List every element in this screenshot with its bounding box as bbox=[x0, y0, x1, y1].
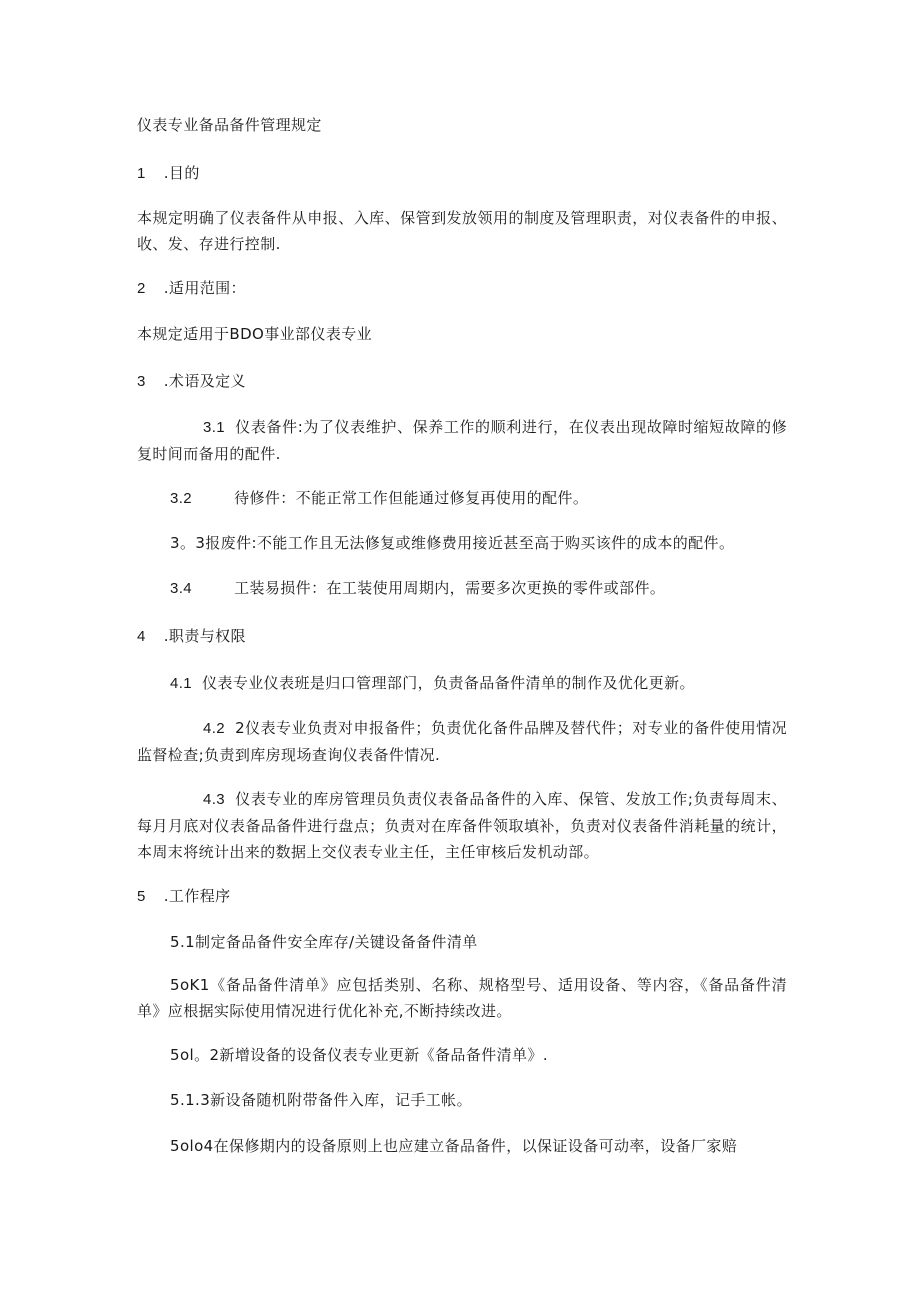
item-text: 工装易损件：在工装使用周期内，需要多次更换的零件或部件。 bbox=[234, 579, 666, 597]
item-text: 3。3报废件:不能工作且无法修复或维修费用接近甚至高于购买该件的成本的配件。 bbox=[170, 534, 735, 552]
item-number: 3.2 bbox=[170, 490, 193, 507]
item-text: 5olo4在保修期内的设备原则上也应建立备品备件，以保证设备可动率，设备厂家赔 bbox=[170, 1137, 738, 1155]
scope-paragraph bbox=[137, 321, 787, 347]
section-heading-text: .目的 bbox=[163, 164, 200, 182]
item-text: 仪表专业的库房管理员负责仪表备品备件的入库、保管、发放工作;负责每周末、每月月底对仪表备品备件进行盘点；负责对在库备件领取填补，负责对仪表备件消耗量的统计，本周末将统计出来的数据上交仪表专业主任，主任审核后发机动部。 bbox=[137, 790, 787, 861]
responsibility-4-2 bbox=[137, 715, 787, 768]
procedure-5-1-2 bbox=[170, 1042, 787, 1068]
section-5-heading bbox=[137, 883, 787, 910]
purpose-paragraph bbox=[137, 205, 787, 257]
section-heading-text: .术语及定义 bbox=[163, 372, 246, 390]
section-number: 2 bbox=[137, 280, 146, 297]
definition-3-3 bbox=[170, 530, 787, 556]
document-title bbox=[137, 112, 787, 138]
item-text: 5oK1《备品备件清单》应包括类别、名称、规格型号、适用设备、等内容，《备品备件清单》应根据实际使用情况进行优化补充,不断持续改进。 bbox=[137, 976, 787, 1020]
section-number: 1 bbox=[137, 165, 146, 182]
item-number: 3.1 bbox=[203, 419, 226, 436]
item-text: 仪表专业仪表班是归口管理部门，负责备品备件清单的制作及优化更新。 bbox=[202, 674, 695, 692]
paragraph-text: 本规定适用于BDO事业部仪表专业 bbox=[137, 325, 373, 343]
section-heading-text: .工作程序 bbox=[163, 887, 231, 905]
section-2-heading bbox=[137, 275, 787, 302]
section-number: 4 bbox=[137, 628, 146, 645]
procedure-5-1-3 bbox=[170, 1087, 787, 1113]
title-text: 仪表专业备品备件管理规定 bbox=[137, 116, 322, 134]
section-4-heading bbox=[137, 623, 787, 650]
section-heading-text: .适用范围： bbox=[163, 279, 246, 297]
item-number: 3.4 bbox=[170, 580, 193, 597]
responsibility-4-1 bbox=[170, 670, 787, 697]
item-number: 4.1 bbox=[170, 675, 193, 692]
item-text: 5ol。2新增设备的设备仪表专业更新《备品备件清单》. bbox=[170, 1046, 549, 1064]
definition-3-1 bbox=[137, 414, 787, 467]
item-text: 仪表备件:为了仪表维护、保养工作的顺利进行，在仪表出现故障时缩短故障的修复时间而备用的配件. bbox=[137, 418, 787, 463]
procedure-5-1 bbox=[170, 929, 787, 955]
item-number: 4.3 bbox=[203, 791, 226, 808]
section-number: 3 bbox=[137, 373, 146, 390]
responsibility-4-3 bbox=[137, 786, 787, 865]
item-text: 5.1制定备品备件安全库存/关键设备备件清单 bbox=[170, 933, 478, 951]
definition-3-4 bbox=[170, 575, 787, 602]
item-text: 待修件：不能正常工作但能通过修复再使用的配件。 bbox=[234, 489, 589, 507]
item-text: 5.1.3新设备随机附带备件入库，记手工帐。 bbox=[170, 1091, 472, 1109]
item-number: 4.2 bbox=[203, 720, 226, 737]
paragraph-text: 本规定明确了仪表备件从申报、入库、保管到发放领用的制度及管理职责，对仪表备件的申报、收、发、存进行控制. bbox=[137, 209, 787, 253]
section-3-heading bbox=[137, 368, 787, 395]
section-heading-text: .职责与权限 bbox=[163, 627, 246, 645]
section-1-heading bbox=[137, 160, 787, 187]
procedure-5-1-1 bbox=[137, 972, 787, 1024]
section-number: 5 bbox=[137, 888, 146, 905]
procedure-5-1-4 bbox=[170, 1133, 790, 1159]
item-text: 2仪表专业负责对申报备件；负责优化备件品牌及替代件；对专业的备件使用情况监督检查;负责到库房现场查询仪表备件情况. bbox=[137, 719, 787, 764]
definition-3-2 bbox=[170, 485, 787, 512]
